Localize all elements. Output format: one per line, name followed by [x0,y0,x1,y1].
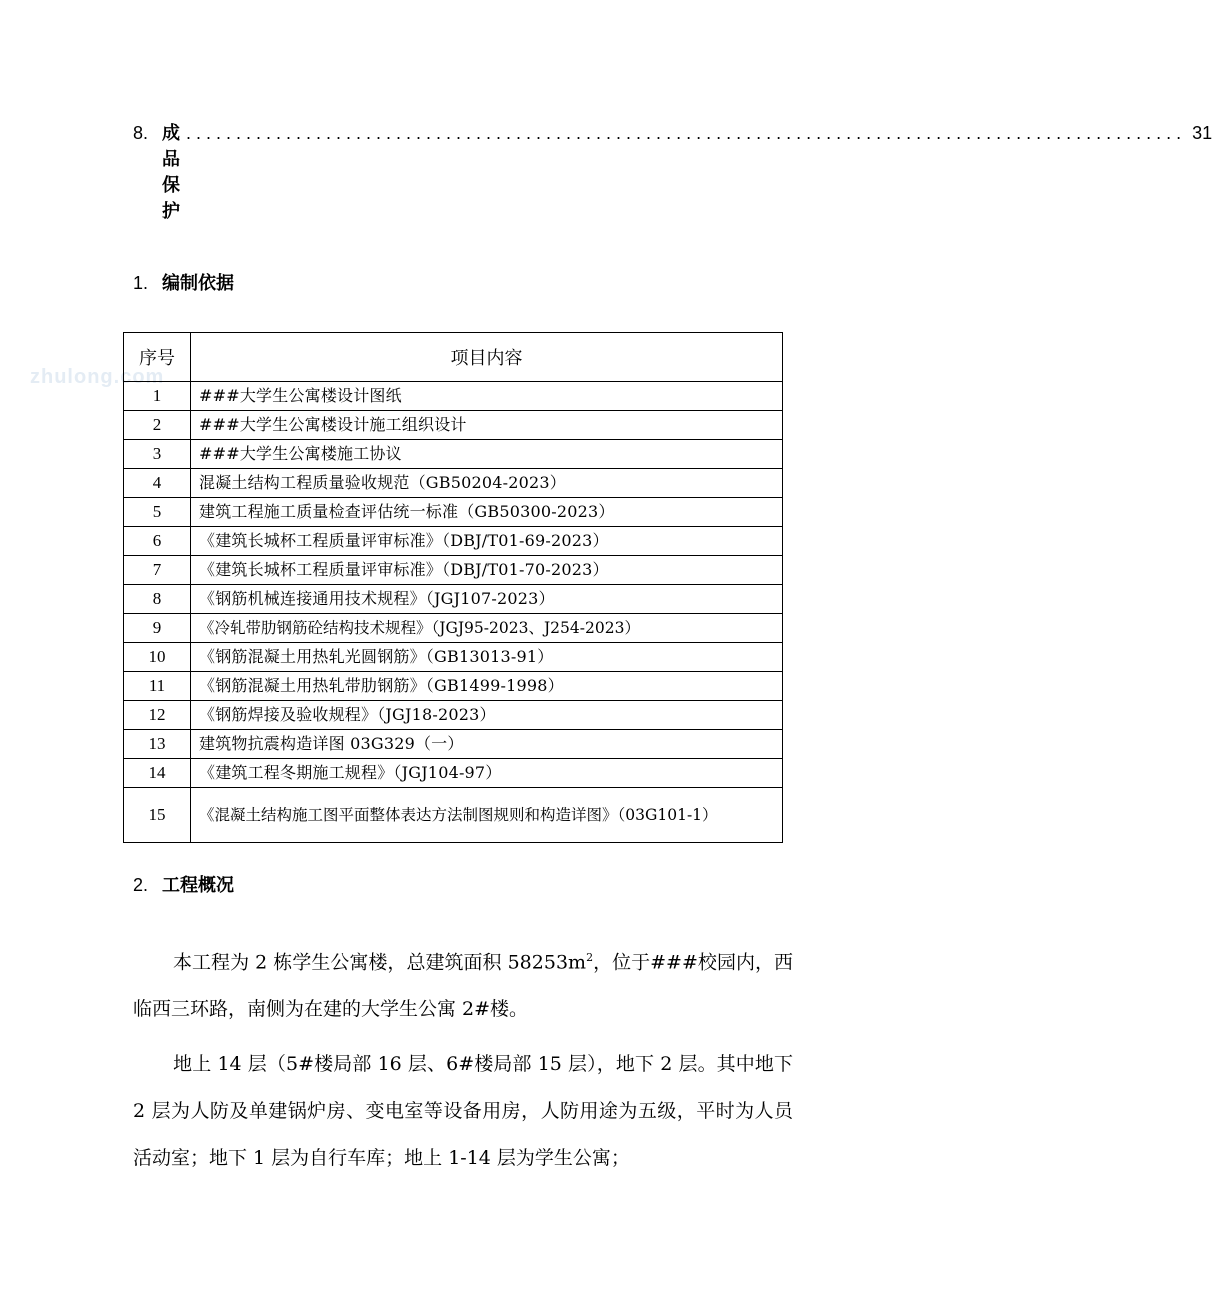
row-content: 《建筑长城杯工程质量评审标准》（DBJ/T01-69-2023） [191,527,783,556]
section-heading-1 [133,269,234,295]
table-row [124,730,783,759]
table-header-row [124,333,783,382]
section-title: 编制依据 [162,273,235,294]
row-number: 13 [124,730,191,759]
row-content: 《钢筋混凝土用热轧带肋钢筋》（GB1499-1998） [191,672,783,701]
row-number: 1 [124,382,191,411]
paragraph-text: 地上 14 层（5#楼局部 16 层、6#楼局部 15 层），地下 2 层。其中地下 2 层为人防及单建锅炉房、变电室等设备用房，人防用途为五级，平时为人员活动室；地下 1 层为自行车库；地上 1-14 层为学生公寓； [133,1053,793,1169]
row-number: 9 [124,614,191,643]
row-content: 建筑工程施工质量检查评估统一标准（GB50300-2023） [191,498,783,527]
row-number: 10 [124,643,191,672]
section-number: 2. [133,875,149,895]
table-row [124,759,783,788]
row-number: 4 [124,469,191,498]
row-content: 混凝土结构工程质量验收规范（GB50204-2023） [191,469,783,498]
table-header-content: 项目内容 [191,333,783,382]
row-number: 8 [124,585,191,614]
table-row [124,440,783,469]
row-number: 3 [124,440,191,469]
section-heading-2 [133,871,234,897]
table-row [124,527,783,556]
table-row [124,382,783,411]
table-row [124,701,783,730]
table-row [124,672,783,701]
row-content: ###大学生公寓楼设计施工组织设计 [191,411,783,440]
superscript: 2 [586,951,594,964]
table-row [124,643,783,672]
row-content: 《建筑长城杯工程质量评审标准》（DBJ/T01-70-2023） [191,556,783,585]
table-row [124,614,783,643]
table-row [124,498,783,527]
paragraph-text: 本工程为 2 栋学生公寓楼，总建筑面积 58253m [173,951,587,974]
table-row [124,469,783,498]
row-number: 7 [124,556,191,585]
row-number: 15 [124,788,191,843]
toc-entry-number: 8. [133,123,149,143]
toc-entry-page: 31 [1192,123,1212,143]
basis-table [123,332,783,843]
table-row [124,411,783,440]
table-row [124,585,783,614]
row-content: 《钢筋焊接及验收规程》（JGJ18-2023） [191,701,783,730]
table-header-no: 序号 [124,333,191,382]
row-content: 《建筑工程冬期施工规程》（JGJ104-97） [191,759,783,788]
overview-paragraph-1 [133,934,793,1033]
overview-paragraph-2 [133,1041,793,1182]
row-number: 2 [124,411,191,440]
table-row [124,788,783,843]
row-number: 5 [124,498,191,527]
row-content: 建筑物抗震构造详图 03G329（一） [191,730,783,759]
row-number: 12 [124,701,191,730]
row-number: 14 [124,759,191,788]
toc-entry-title: 成品保护 [162,123,181,222]
row-content: ###大学生公寓楼设计图纸 [191,382,783,411]
row-content: 《冷轧带肋钢筋砼结构技术规程》（JGJ95-2023、J254-2023） [191,614,783,643]
row-content: 《钢筋混凝土用热轧光圆钢筋》（GB13013-91） [191,643,783,672]
toc-dot-leader: .................................................................................................... [186,123,1187,143]
table-row [124,556,783,585]
row-content: 《混凝土结构施工图平面整体表达方法制图规则和构造详图》（03G101-1） [191,788,783,843]
row-number: 6 [124,527,191,556]
row-number: 11 [124,672,191,701]
row-content: 《钢筋机械连接通用技术规程》（JGJ107-2023） [191,585,783,614]
section-number: 1. [133,273,149,293]
watermark: zhulong.com [30,366,165,388]
toc-entry[interactable] [133,119,1212,222]
section-title: 工程概况 [162,875,235,896]
paragraph-text: ，位于###校园内，西临西三环路，南侧为在建的大学生公寓 2#楼。 [133,951,793,1021]
row-content: ###大学生公寓楼施工协议 [191,440,783,469]
